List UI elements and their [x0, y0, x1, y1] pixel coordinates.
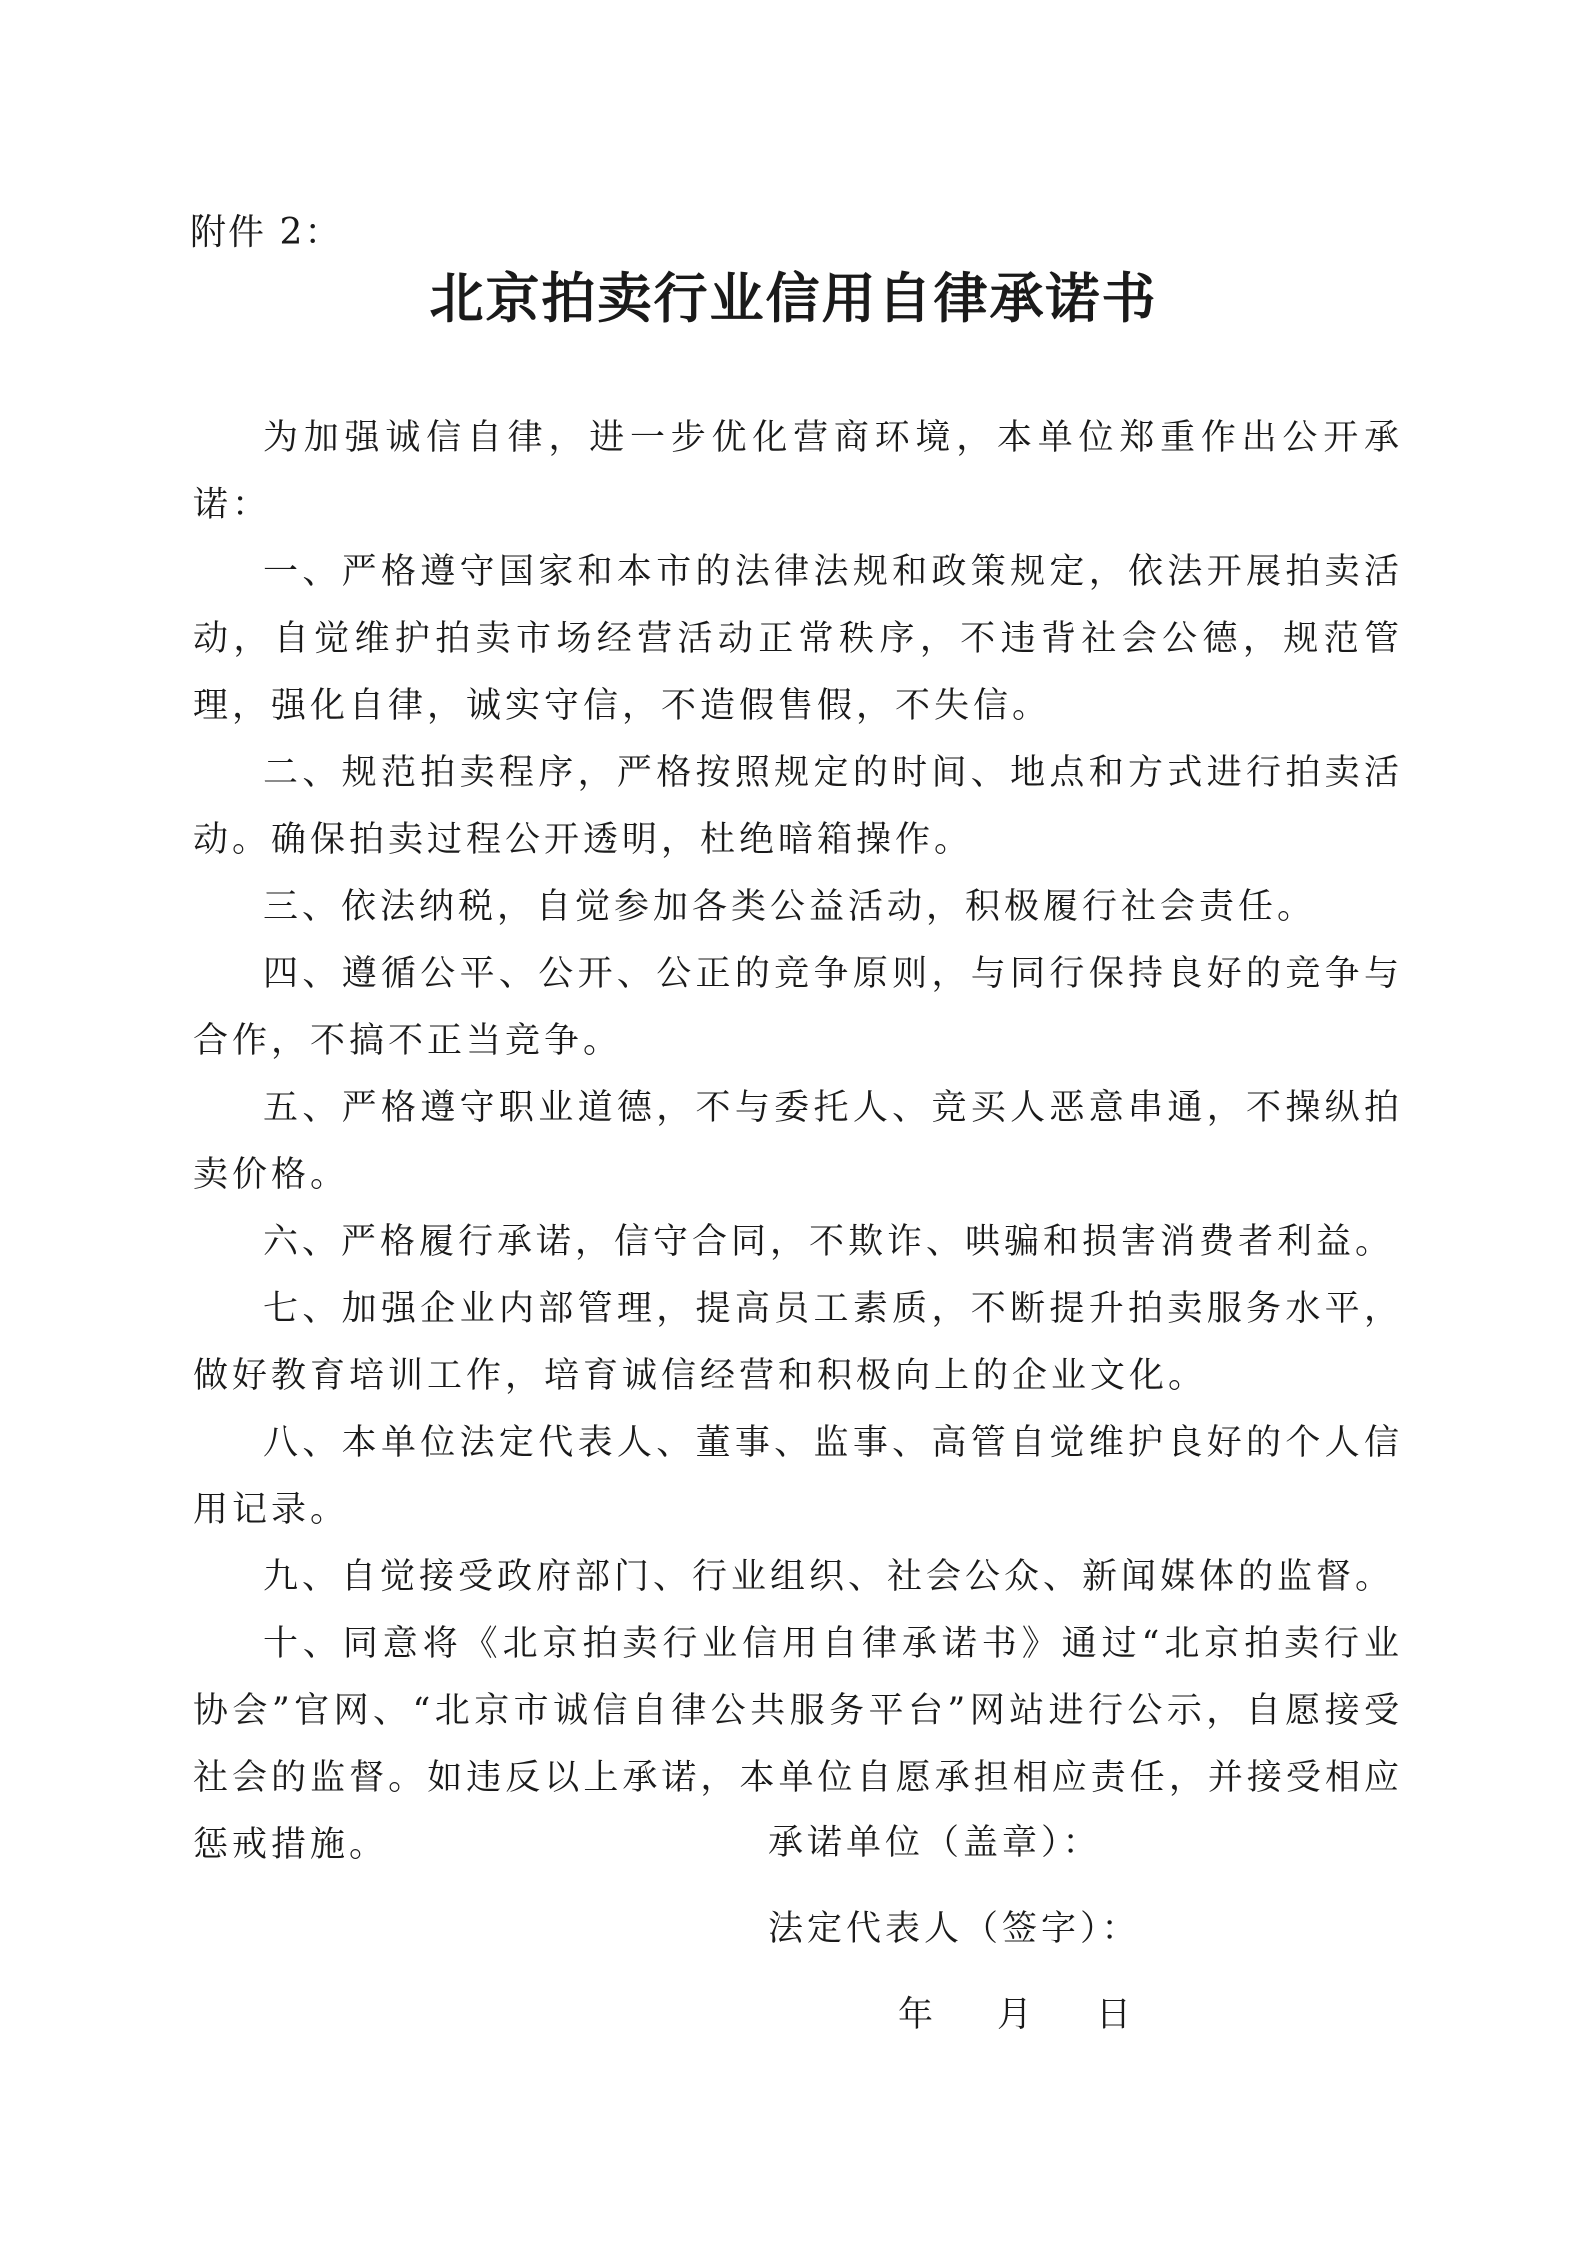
date-day: 日: [1096, 1995, 1136, 2035]
signature-block: [768, 1800, 1141, 2058]
date-year: 年: [898, 1995, 938, 2035]
paragraph-intro: 为加强诚信自律，进一步优化营商环境，本单位郑重作出公开承诺：: [193, 418, 1403, 525]
commitment-unit-label: 承诺单位（盖章）：: [768, 1823, 1102, 1863]
legal-representative-label: 法定代表人（签字）：: [768, 1909, 1141, 1949]
paragraph-item-9: 九、自觉接受政府部门、行业组织、社会公众、新闻媒体的监督。: [263, 1557, 1395, 1597]
paragraph-item-7: 七、加强企业内部管理，提高员工素质，不断提升拍卖服务水平，做好教育培训工作，培育诚信经营和积极向上的企业文化。: [193, 1289, 1403, 1396]
date-month: 月: [997, 1995, 1037, 2035]
document-title: 北京拍卖行业信用自律承诺书: [429, 266, 1158, 330]
paragraph-item-3: 三、依法纳税，自觉参加各类公益活动，积极履行社会责任。: [263, 887, 1317, 927]
paragraph-item-8: 八、本单位法定代表人、董事、监事、高管自觉维护良好的个人信用记录。: [193, 1423, 1403, 1530]
paragraph-item-10: 十、同意将《北京拍卖行业信用自律承诺书》通过“北京拍卖行业协会”官网、“北京市诚信自律公共服务平台”网站进行公示，自愿接受社会的监督。如违反以上承诺，本单位自愿承担相应责任，并接受相应惩戒措施。: [193, 1624, 1403, 1865]
paragraph-item-1: 一、严格遵守国家和本市的法律法规和政策规定，依法开展拍卖活动，自觉维护拍卖市场经营活动正常秩序，不违背社会公德，规范管理，强化自律，诚实守信，不造假售假，不失信。: [193, 552, 1403, 726]
paragraph-item-2: 二、规范拍卖程序，严格按照规定的时间、地点和方式进行拍卖活动。确保拍卖过程公开透明，杜绝暗箱操作。: [193, 753, 1403, 860]
paragraph-item-5: 五、严格遵守职业道德，不与委托人、竞买人恶意串通，不操纵拍卖价格。: [193, 1088, 1403, 1195]
paragraph-item-6: 六、严格履行承诺，信守合同，不欺诈、哄骗和损害消费者利益。: [263, 1222, 1395, 1262]
paragraph-item-4: 四、遵循公平、公开、公正的竞争原则，与同行保持良好的竞争与合作，不搞不正当竞争。: [193, 954, 1403, 1061]
document-body: [193, 405, 1403, 1879]
attachment-label: 附件 2：: [190, 212, 343, 253]
date-line: [768, 1972, 1141, 2058]
